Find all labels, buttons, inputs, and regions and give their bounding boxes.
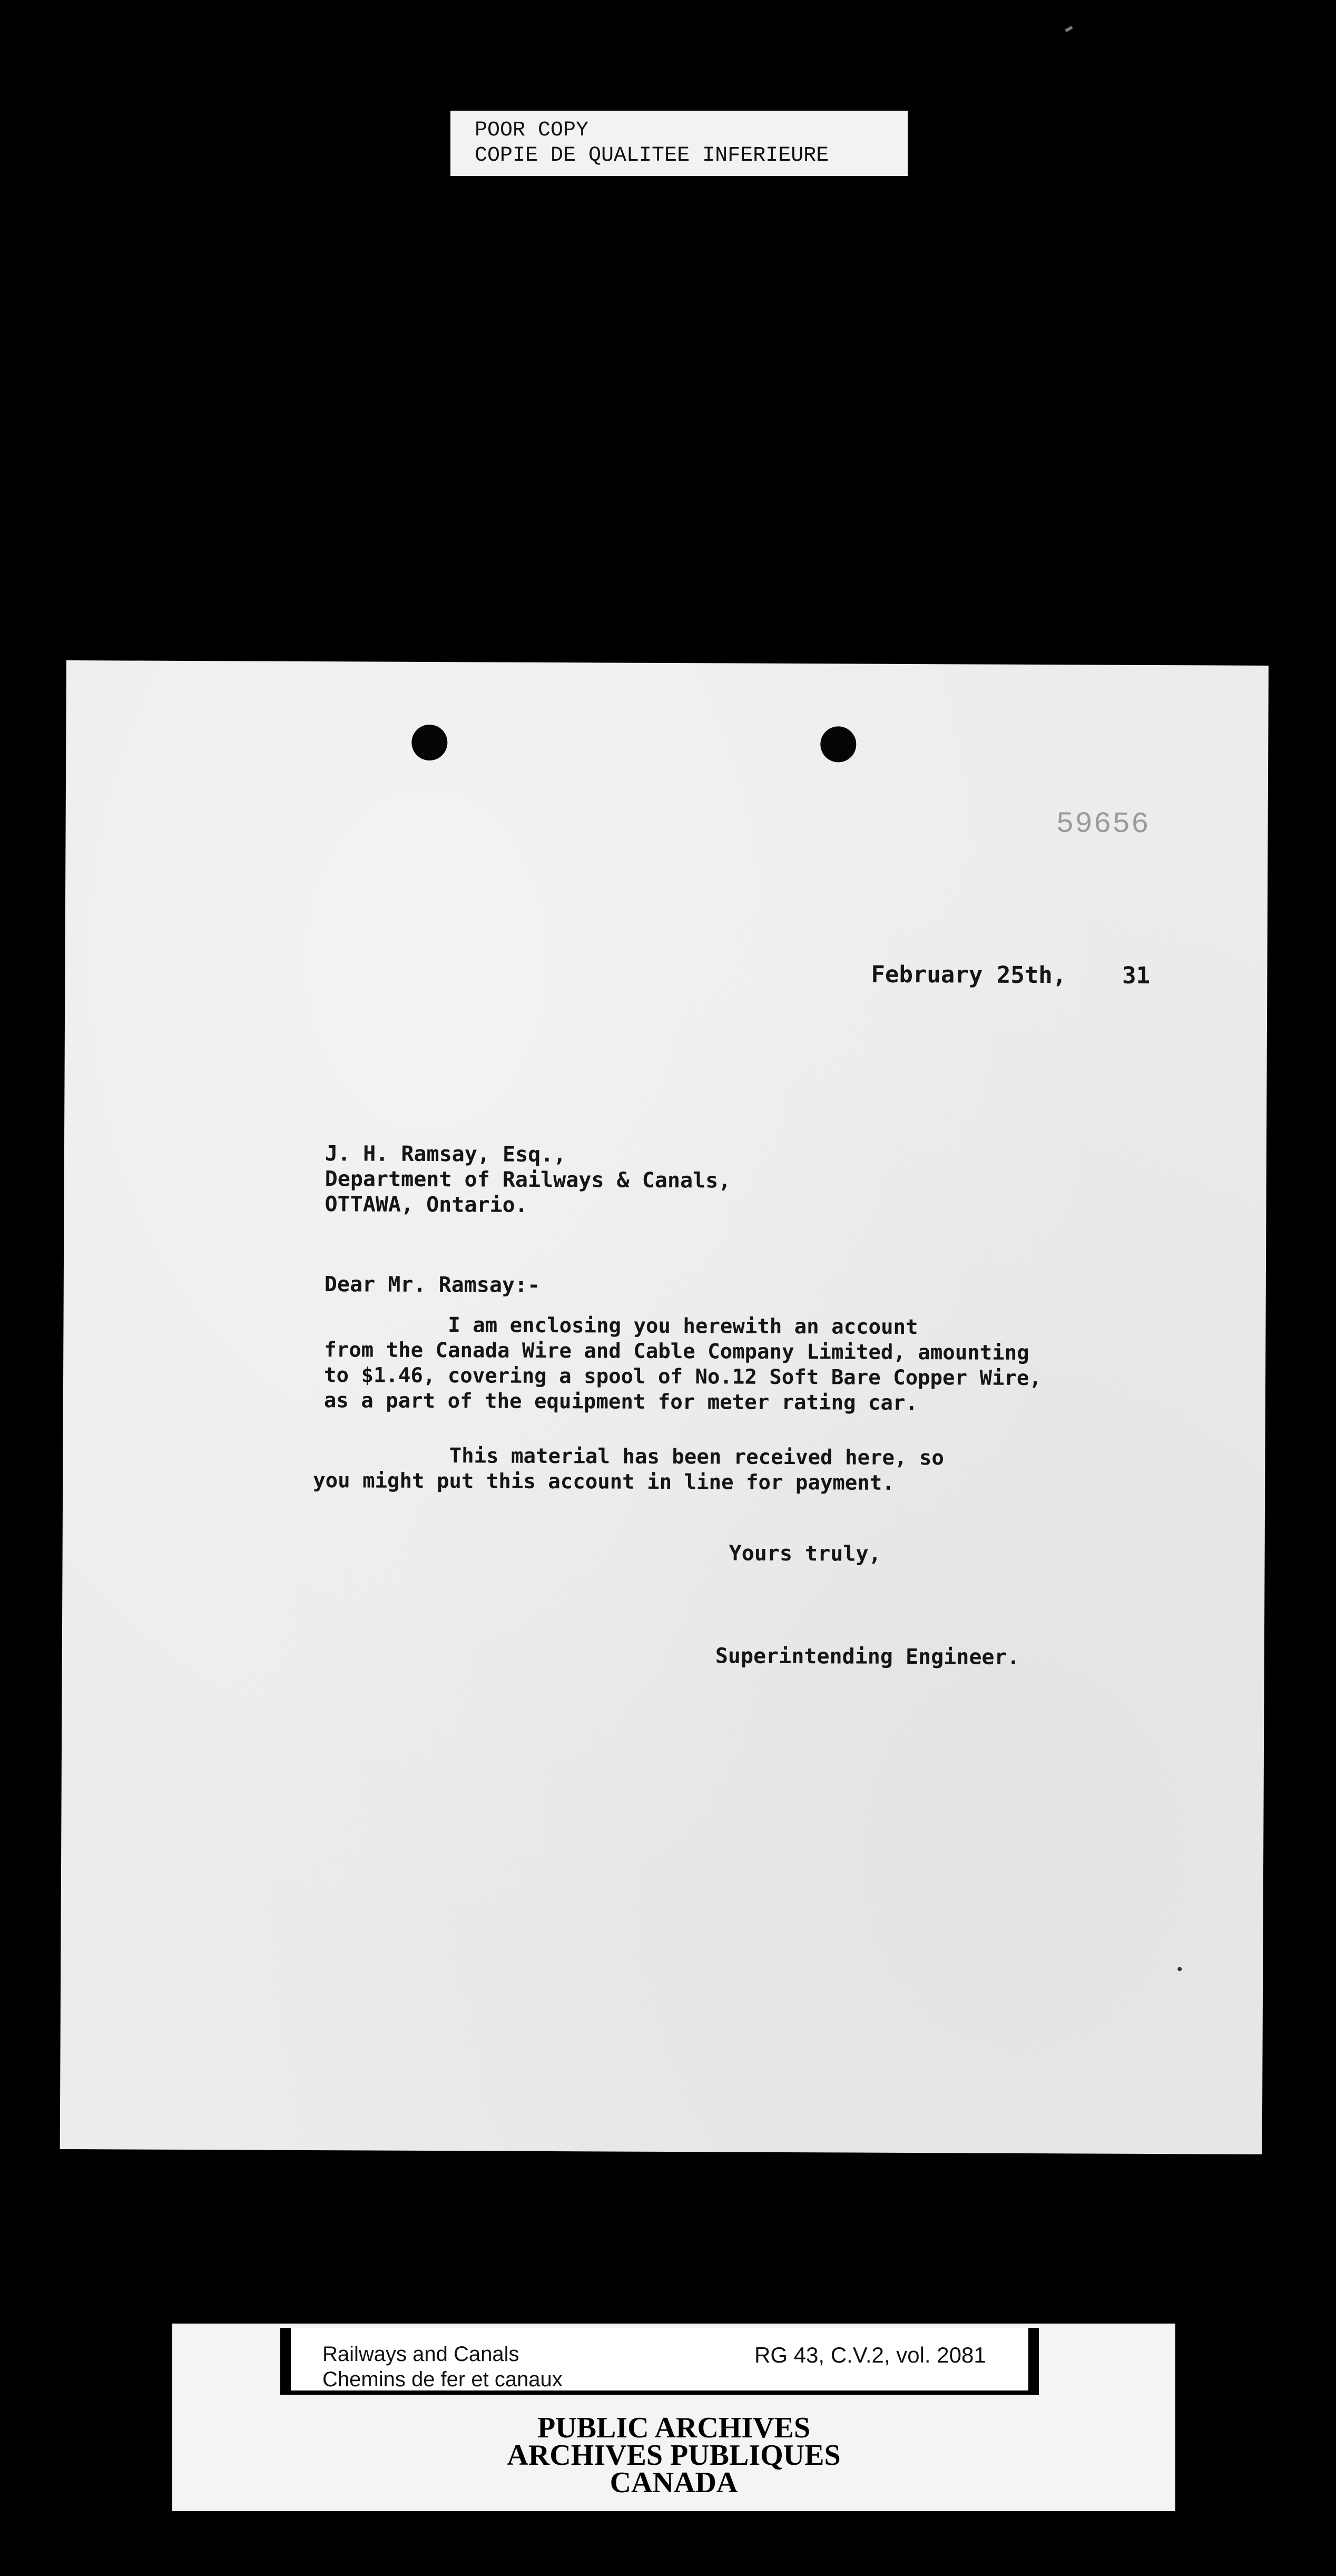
collection-label [280, 2328, 1039, 2395]
letter-page [60, 660, 1269, 2154]
paper-speck [1177, 1967, 1182, 1971]
paragraph-2-line: you might put this account in line for payment. [313, 1469, 895, 1495]
poor-copy-line-fr: COPIE DE QUALITEE INFERIEURE [475, 144, 829, 168]
paragraph-1-line: from the Canada Wire and Cable Company Limited, amounting [324, 1338, 1029, 1365]
archive-footer [172, 2324, 1175, 2511]
department-english: Railways and Canals [322, 2343, 519, 2366]
body-paragraph-1 [324, 1312, 1042, 1417]
signature-title: Superintending Engineer. [715, 1644, 1020, 1670]
address-line-department: Department of Railways & Canals, [325, 1167, 731, 1193]
address-line-name: J. H. Ramsay, Esq., [325, 1141, 566, 1167]
department-french: Chemins de fer et canaux [322, 2368, 563, 2391]
punch-hole-right [820, 726, 856, 762]
recipient-address [325, 1141, 731, 1218]
archive-reference: RG 43, C.V.2, vol. 2081 [754, 2343, 986, 2367]
address-line-city: OTTAWA, Ontario. [325, 1192, 528, 1217]
scan-mark [1065, 26, 1073, 32]
body-paragraph-2 [313, 1443, 944, 1496]
archives-title-english: PUBLIC ARCHIVES [537, 2412, 811, 2444]
poor-copy-line-en: POOR COPY [475, 119, 589, 142]
archives-title-french: ARCHIVES PUBLIQUES [507, 2439, 841, 2472]
paragraph-2-line: This material has been received here, so [313, 1443, 944, 1470]
paragraph-1-line: to $1.46, covering a spool of No.12 Soft Bare Copper Wire, [323, 1363, 1042, 1391]
punch-hole-left [411, 725, 447, 760]
paragraph-1-line: I am enclosing you herewith an account [324, 1313, 918, 1340]
letter-closing: Yours truly, [729, 1541, 881, 1566]
poor-copy-label [450, 111, 908, 176]
salutation: Dear Mr. Ramsay:- [324, 1272, 541, 1297]
letter-date: February 25th, 31 [871, 961, 1151, 989]
archives-country: CANADA [610, 2466, 738, 2499]
file-number-stamp: 59656 [1056, 807, 1150, 841]
paragraph-1-line: as a part of the equipment for meter rating car. [323, 1389, 918, 1416]
